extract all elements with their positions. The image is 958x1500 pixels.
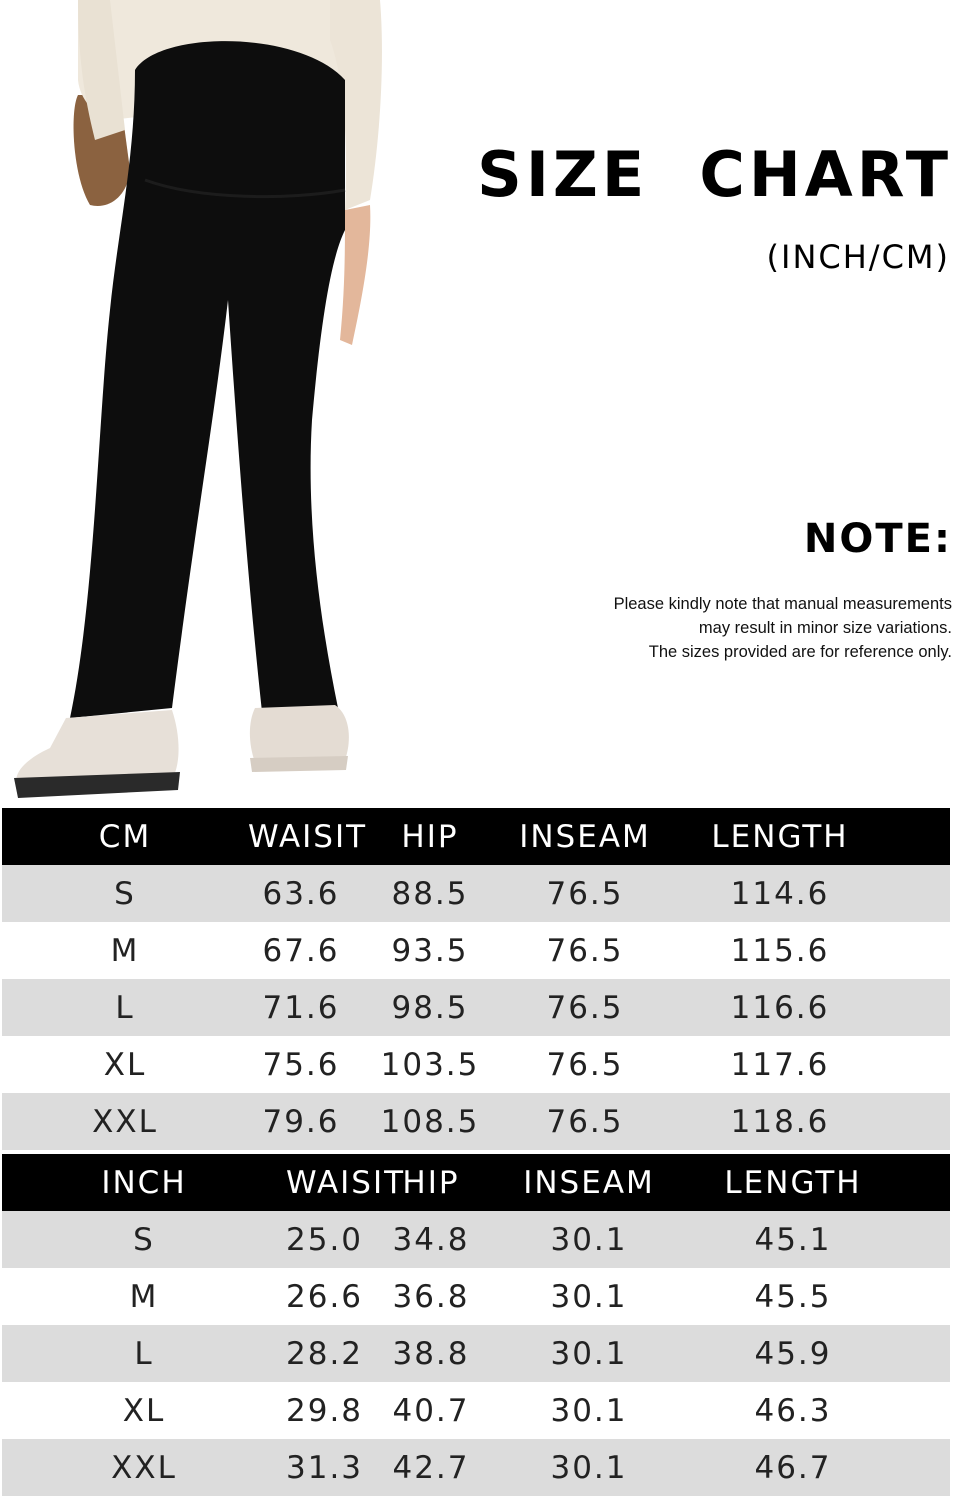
table-row — [2, 1211, 950, 1268]
header-cell-inseam: INSEAM — [523, 1164, 655, 1201]
table-header-row — [2, 1154, 950, 1211]
waist-cell: 79.6 — [262, 1103, 340, 1140]
hip-cell: 103.5 — [380, 1046, 480, 1083]
size-cell: XL — [103, 1046, 147, 1083]
hip-cell: 42.7 — [392, 1449, 470, 1486]
inseam-cell: 76.5 — [546, 1103, 624, 1140]
header-cell-length: LENGTH — [724, 1164, 862, 1201]
note-line: The sizes provided are for reference only. — [648, 643, 952, 661]
length-cell: 117.6 — [730, 1046, 830, 1083]
header-cell-length: LENGTH — [711, 818, 849, 855]
header-cell-waist: WAISIT — [248, 818, 368, 855]
table-row — [2, 865, 950, 922]
size-chart-title: SIZE CHART — [477, 138, 952, 211]
waist-cell: 63.6 — [262, 875, 340, 912]
inseam-cell: 30.1 — [550, 1449, 628, 1486]
header-cell-hip: HIP — [401, 818, 459, 855]
length-cell: 45.1 — [754, 1221, 832, 1258]
inseam-cell: 30.1 — [550, 1221, 628, 1258]
inseam-cell: 76.5 — [546, 875, 624, 912]
header-cell-inseam: INSEAM — [519, 818, 651, 855]
length-cell: 115.6 — [730, 932, 830, 969]
size-cell: XXL — [111, 1449, 177, 1486]
size-cell: L — [115, 989, 135, 1026]
hip-cell: 98.5 — [391, 989, 469, 1026]
waist-cell: 28.2 — [286, 1335, 364, 1372]
length-cell: 45.5 — [754, 1278, 832, 1315]
table-row — [2, 1439, 950, 1496]
length-cell: 114.6 — [730, 875, 830, 912]
header-cell-waist: WAISIT — [286, 1164, 406, 1201]
table-row — [2, 1325, 950, 1382]
table-row — [2, 922, 950, 979]
hip-cell: 38.8 — [392, 1335, 470, 1372]
header-cell-unit: CM — [98, 818, 152, 855]
hip-cell: 88.5 — [391, 875, 469, 912]
note-line: Please kindly note that manual measurements — [613, 595, 952, 613]
hip-cell: 40.7 — [392, 1392, 470, 1429]
table-row — [2, 1093, 950, 1150]
inseam-cell: 76.5 — [546, 932, 624, 969]
header-cell-hip: HIP — [402, 1164, 460, 1201]
unit-label: (INCH/CM) — [766, 238, 950, 276]
waist-cell: 25.0 — [286, 1221, 364, 1258]
table-row — [2, 1382, 950, 1439]
size-table-inch — [2, 1154, 950, 1496]
waist-cell: 29.8 — [286, 1392, 364, 1429]
size-cell: M — [129, 1278, 159, 1315]
waist-cell: 26.6 — [286, 1278, 364, 1315]
waist-cell: 71.6 — [262, 989, 340, 1026]
note-title: NOTE: — [803, 516, 952, 562]
inseam-cell: 30.1 — [550, 1335, 628, 1372]
hip-cell: 36.8 — [392, 1278, 470, 1315]
size-cell: XXL — [92, 1103, 158, 1140]
length-cell: 46.3 — [754, 1392, 832, 1429]
size-cell: S — [114, 875, 136, 912]
table-header-row — [2, 808, 950, 865]
size-cell: S — [133, 1221, 155, 1258]
length-cell: 118.6 — [730, 1103, 830, 1140]
table-row — [2, 1036, 950, 1093]
header-cell-unit: INCH — [101, 1164, 187, 1201]
note-line: may result in minor size variations. — [698, 619, 952, 637]
size-table-cm — [2, 808, 950, 1150]
hip-cell: 34.8 — [392, 1221, 470, 1258]
hip-cell: 108.5 — [380, 1103, 480, 1140]
size-cell: L — [134, 1335, 154, 1372]
length-cell: 46.7 — [754, 1449, 832, 1486]
note-body — [614, 592, 952, 664]
hip-cell: 93.5 — [391, 932, 469, 969]
waist-cell: 75.6 — [262, 1046, 340, 1083]
length-cell: 45.9 — [754, 1335, 832, 1372]
length-cell: 116.6 — [730, 989, 830, 1026]
table-row — [2, 1268, 950, 1325]
model-photo — [0, 0, 500, 800]
inseam-cell: 30.1 — [550, 1392, 628, 1429]
inseam-cell: 76.5 — [546, 989, 624, 1026]
waist-cell: 31.3 — [286, 1449, 364, 1486]
table-row — [2, 979, 950, 1036]
inseam-cell: 30.1 — [550, 1278, 628, 1315]
size-cell: XL — [122, 1392, 166, 1429]
waist-cell: 67.6 — [262, 932, 340, 969]
inseam-cell: 76.5 — [546, 1046, 624, 1083]
size-cell: M — [110, 932, 140, 969]
